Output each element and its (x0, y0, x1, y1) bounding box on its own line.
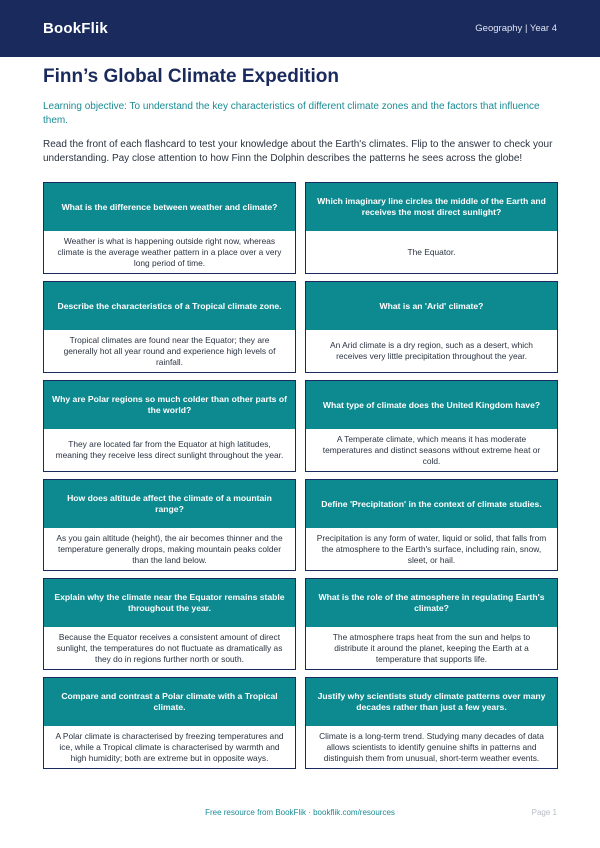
flashcard-answer: Tropical climates are found near the Equator; they are generally hot all year round and experience high levels of rainfall. (63, 334, 276, 367)
flashcard-grid (43, 182, 558, 769)
flashcard (43, 281, 296, 373)
intro-text: Read the front of each flashcard to test your knowledge about the Earth's climates. Flip to the answer to check your understanding. Pay close attention to how Finn the Dolphin describes the patterns he sees across the globe! (43, 139, 553, 164)
flashcard (305, 380, 558, 472)
flashcard-question: Describe the characteristics of a Tropical climate zone. (44, 282, 295, 330)
flashcard-question: How does altitude affect the climate of a mountain range? (44, 480, 295, 528)
flashcard (43, 677, 296, 769)
top-banner (0, 0, 600, 57)
brand-logo: BookFlik (43, 20, 108, 37)
flashcard-question: Which imaginary line circles the middle of the Earth and receives the most direct sunlight? (306, 183, 557, 231)
flashcard-answer: They are located far from the Equator at high latitudes, meaning they receive less direct sunlight throughout the year. (55, 439, 284, 460)
flashcard (305, 479, 558, 571)
flashcard-answer: As you gain altitude (height), the air becomes thinner and the temperature generally drops, making mountain peaks colder than the land below. (56, 532, 283, 565)
flashcard-question: Explain why the climate near the Equator remains stable throughout the year. (44, 579, 295, 627)
flashcard-question: What is the role of the atmosphere in regulating Earth's climate? (306, 579, 557, 627)
flashcard-question: Define 'Precipitation' in the context of climate studies. (306, 480, 557, 528)
flashcard-answer: Weather is what is happening outside right now, whereas climate is the average weather pattern in a place over a very long period of time. (57, 235, 282, 268)
flashcard-question: Justify why scientists study climate patterns over many decades rather than just a few years. (306, 678, 557, 726)
footer-credit[interactable]: Free resource from BookFlik · bookflik.com/resources (205, 808, 395, 817)
flashcard (43, 380, 296, 472)
flashcard (43, 578, 296, 670)
flashcard-answer: Because the Equator receives a consistent amount of direct sunlight, the temperatures do not fluctuate as dramatically as they do in regions further north or south. (56, 631, 283, 664)
flashcard-question: Compare and contrast a Polar climate with a Tropical climate. (44, 678, 295, 726)
flashcard-answer: A Temperate climate, which means it has moderate temperatures and distinct seasons without extreme heat or cold. (322, 433, 541, 466)
flashcard (43, 182, 296, 274)
flashcard-question: What is an 'Arid' climate? (306, 282, 557, 330)
flashcard (305, 281, 558, 373)
flashcard (305, 677, 558, 769)
flashcard-answer: Precipitation is any form of water, liquid or solid, that falls from the atmosphere to the Earth's surface, including rain, snow, sleet, or hail. (316, 532, 547, 565)
flashcard-answer: A Polar climate is characterised by freezing temperatures and ice, while a Tropical climate is characterised by warmth and high humidity; both are extreme but in opposite ways. (55, 730, 284, 763)
flashcard-answer: An Arid climate is a dry region, such as a desert, which receives very little precipitation throughout the year. (330, 340, 533, 361)
flashcard (305, 182, 558, 274)
flashcard (305, 578, 558, 670)
flashcard-answer: The Equator. (407, 246, 456, 257)
flashcard-question: What type of climate does the United Kingdom have? (306, 381, 557, 429)
flashcard-answer: Climate is a long-term trend. Studying many decades of data allows scientists to identify genuine shifts in patterns and distinguish them from unusual, short-term weather events. (319, 730, 544, 763)
learning-objective: Learning objective: To understand the key characteristics of different climate zones and the factors that influence them. (43, 101, 540, 126)
subject-year-label: Geography | Year 4 (475, 23, 557, 34)
page-number: Page 1 (531, 808, 557, 817)
flashcard-answer: The atmosphere traps heat from the sun and helps to distribute it around the planet, keeping the Earth at a temperature that supports life. (332, 631, 531, 664)
flashcard-question: What is the difference between weather and climate? (44, 183, 295, 231)
page-title: Finn’s Global Climate Expedition (43, 66, 339, 87)
flashcard (43, 479, 296, 571)
flashcard-question: Why are Polar regions so much colder than other parts of the world? (44, 381, 295, 429)
